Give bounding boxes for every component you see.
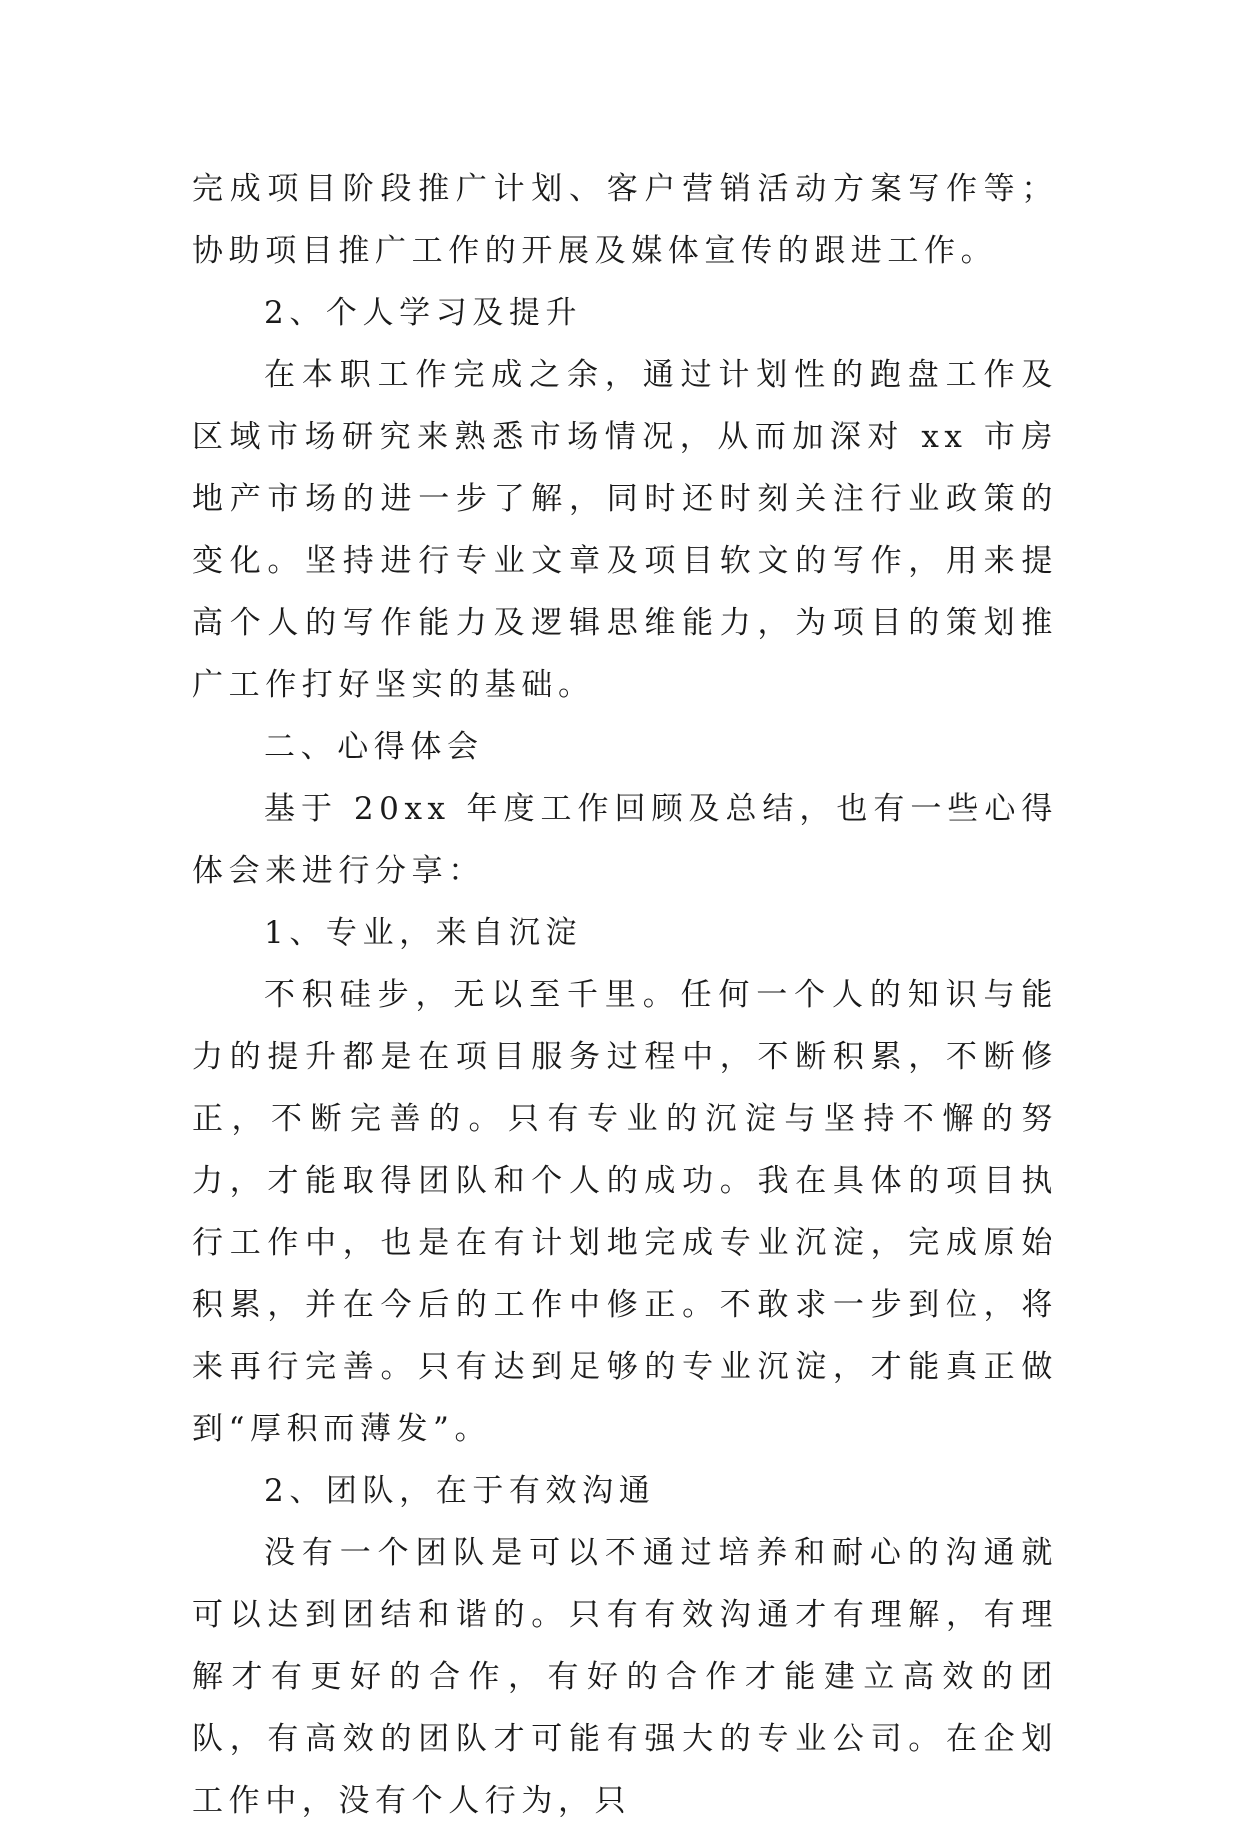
heading-personal-learning: 2、个人学习及提升 (264, 295, 583, 331)
heading-team: 2、团队，在于有效沟通 (264, 1473, 656, 1509)
document-body (192, 158, 1058, 1832)
paragraph-continued: 完成项目阶段推广计划、客户营销活动方案写作等；协助项目推广工作的开展及媒体宣传的跟进工作。 (192, 171, 1058, 269)
heading-insights: 二、心得体会 (264, 729, 484, 765)
paragraph-team: 没有一个团队是可以不通过培养和耐心的沟通就可以达到团结和谐的。只有有效沟通才有理解，有理解才有更好的合作，有好的合作才能建立高效的团队，有高效的团队才可能有强大的专业公司。在企划工作中，没有个人行为，只 (192, 1535, 1058, 1819)
heading-professional: 1、专业，来自沉淀 (264, 915, 583, 951)
paragraph-personal-learning: 在本职工作完成之余，通过计划性的跑盘工作及区域市场研究来熟悉市场情况，从而加深对 xx 市房地产市场的进一步了解，同时还时刻关注行业政策的变化。坚持进行专业文章及项目软文的写作，用来提高个人的写作能力及逻辑思维能力，为项目的策划推广工作打好坚实的基础。 (192, 357, 1058, 703)
paragraph-insights-intro: 基于 20xx 年度工作回顾及总结，也有一些心得体会来进行分享： (192, 791, 1058, 889)
paragraph-professional: 不积硅步，无以至千里。任何一个人的知识与能力的提升都是在项目服务过程中，不断积累，不断修正，不断完善的。只有专业的沉淀与坚持不懈的努力，才能取得团队和个人的成功。我在具体的项目执行工作中，也是在有计划地完成专业沉淀，完成原始积累，并在今后的工作中修正。不敢求一步到位，将来再行完善。只有达到足够的专业沉淀，才能真正做到“厚积而薄发”。 (192, 977, 1058, 1447)
